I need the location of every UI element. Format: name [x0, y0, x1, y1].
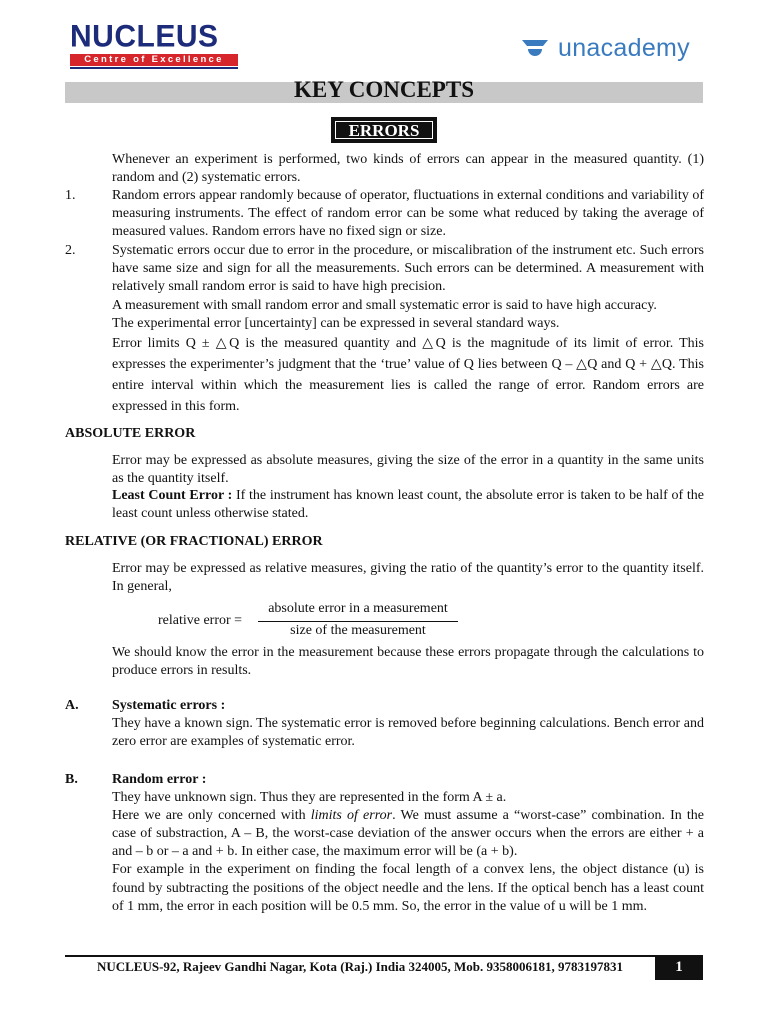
section-label-b: B.	[65, 772, 78, 787]
unacademy-logo	[520, 34, 690, 63]
relative-error-heading: RELATIVE (OR FRACTIONAL) ERROR	[65, 534, 323, 549]
propagation-paragraph: We should know the error in the measurement because these errors propagate through the calculations to produce errors in results.	[112, 645, 704, 678]
least-count-paragraph	[112, 487, 704, 523]
random-error-heading: Random error :	[112, 772, 207, 787]
footer-rule	[65, 955, 703, 957]
least-count-text: If the instrument has known least count, the absolute error is taken to be half of the least count unless otherwise stated.	[112, 488, 704, 521]
section-title-box	[331, 117, 437, 143]
section-title: ERRORS	[335, 121, 433, 139]
worst-case-text-start: Here we are only concerned with	[112, 808, 311, 823]
list-item-systematic-errors: Systematic errors occur due to error in the procedure, or miscalibration of the instrument etc. Such errors have same size and sign for all the measurements. Such errors can be determined. A measurement with relatively small random error is said to have high precision.	[112, 243, 704, 294]
page-header	[0, 0, 768, 80]
formula-denominator: size of the measurement	[290, 623, 426, 638]
unacademy-logo-name: unacademy	[558, 34, 690, 62]
list-number: 1.	[65, 188, 76, 203]
nucleus-logo-name: NUCLEUS	[70, 19, 219, 54]
nucleus-logo-underline	[70, 67, 238, 69]
list-number: 2.	[65, 243, 76, 258]
relative-error-paragraph: Error may be expressed as relative measures, giving the ratio of the quantity’s error to the quantity itself. In general,	[112, 561, 704, 594]
random-error-sign-paragraph: They have unknown sign. Thus they are represented in the form A ± a.	[112, 790, 507, 805]
formula-fraction-bar	[258, 621, 458, 622]
least-count-label: Least Count Error :	[112, 488, 233, 503]
systematic-errors-paragraph: They have a known sign. The systematic error is removed before beginning calculations. Bench error and zero error are examples of systematic error.	[112, 716, 704, 749]
worst-case-paragraph	[112, 807, 704, 861]
relative-error-formula	[158, 601, 468, 645]
formula-numerator: absolute error in a measurement	[268, 601, 448, 616]
page-title: KEY CONCEPTS	[294, 77, 474, 102]
unacademy-logo-icon	[520, 36, 550, 62]
section-label-a: A.	[65, 698, 79, 713]
footer-address: NUCLEUS-92, Rajeev Gandhi Nagar, Kota (Raj.) India 324005, Mob. 9358006181, 9783197831	[96, 959, 624, 974]
worst-case-text-end: . We must assume a “worst-case” combination. In the case of substraction, A – B, the worst-case deviation of the answer occurs when the errors are either + a and – b or – a and + b. In either case, the maximum error will be (a + b).	[112, 808, 704, 859]
systematic-errors-heading: Systematic errors :	[112, 698, 226, 713]
accuracy-paragraph: A measurement with small random error and small systematic error is said to have high accuracy.	[112, 298, 657, 313]
absolute-error-paragraph: Error may be expressed as absolute measures, giving the size of the error in a quantity in the same units as the quantity itself.	[112, 453, 704, 486]
uncertainty-paragraph: The experimental error [uncertainty] can be expressed in several standard ways.	[112, 316, 560, 331]
absolute-error-heading: ABSOLUTE ERROR	[65, 426, 196, 441]
page-number: 1	[655, 956, 703, 980]
list-item-random-errors: Random errors appear randomly because of operator, fluctuations in external conditions and variability of measuring instruments. The effect of random error can be some what reduced by taking the average of measured values. Random errors have no fixed sign or size.	[112, 188, 704, 239]
intro-paragraph: Whenever an experiment is performed, two kinds of errors can appear in the measured quantity. (1) random and (2) systematic errors.	[112, 152, 704, 185]
formula-lhs: relative error =	[158, 613, 243, 628]
nucleus-logo	[70, 19, 238, 69]
error-limits-paragraph: Error limits Q ± △Q is the measured quantity and △Q is the magnitude of its limit of error. This expresses the experimenter’s judgment that the ‘true’ value of Q lies between Q – △Q and Q + △Q. This entire interval within which the measurement lies is called the range of error. Random errors are expressed in this form.	[112, 336, 704, 414]
limits-of-error-emphasis: limits of error	[310, 808, 393, 823]
nucleus-logo-tagline: Centre of Excellence	[70, 54, 238, 66]
focal-length-example-paragraph: For example in the experiment on finding the focal length of a convex lens, the object distance (u) is found by subtracting the positions of the object needle and the lens. If the optical bench has a least count of 1 mm, the error in each position will be 0.5 mm. So, the error in the value of u will be 1 mm.	[112, 862, 704, 914]
